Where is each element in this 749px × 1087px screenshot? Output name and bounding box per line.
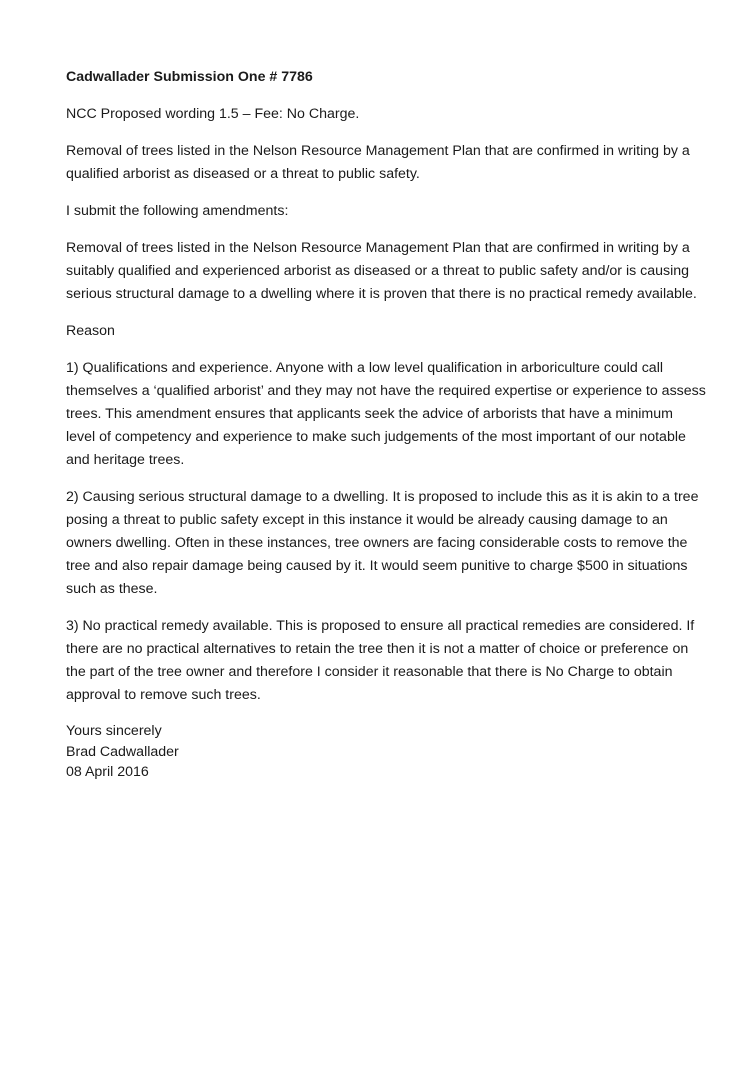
reason-item-2: 2) Causing serious structural damage to a dwelling. It is proposed to include this as it is akin to a tree posing a threat to public safety except in this instance it would be already causing damage to an owners dwelling. Often in these instances, tree owners are facing considerable costs to remove the tree and also repair damage being caused by it. It would seem punitive to charge $500 in situations such as these. (66, 489, 699, 597)
paragraph-proposed-wording: NCC Proposed wording 1.5 – Fee: No Charge. (66, 106, 360, 122)
signature-block (66, 721, 706, 783)
reason-item-1: 1) Qualifications and experience. Anyone with a low level qualification in arboriculture could call themselves a ‘qualified arborist’ and they may not have the required expertise or experience to assess trees. This amendment ensures that applicants seek the advice of arborists that have a minimum level of competency and experience to make such judgements of the most important of our notable and heritage trees. (66, 360, 706, 468)
document-page (66, 66, 706, 783)
letter-date: 08 April 2016 (66, 764, 149, 780)
paragraph-original-rule: Removal of trees listed in the Nelson Resource Management Plan that are confirmed in writing by a qualified arborist as diseased or a threat to public safety. (66, 143, 690, 182)
author-name: Brad Cadwallader (66, 743, 179, 760)
reason-heading: Reason (66, 323, 115, 339)
closing-line: Yours sincerely (66, 723, 162, 739)
document-title: Cadwallader Submission One # 7786 (66, 69, 313, 85)
paragraph-amended-rule: Removal of trees listed in the Nelson Resource Management Plan that are confirmed in writing by a suitably qualified and experienced arborist as diseased or a threat to public safety and/or is causing serious structural damage to a dwelling where it is proven that there is no practical remedy available. (66, 240, 697, 302)
paragraph-amendments-intro: I submit the following amendments: (66, 203, 289, 219)
reason-item-3: 3) No practical remedy available. This is proposed to ensure all practical remedies are considered. If there are no practical alternatives to retain the tree then it is not a matter of choice or preference on the part of the tree owner and therefore I consider it reasonable that there is No Charge to obtain approval to remove such trees. (66, 618, 695, 703)
